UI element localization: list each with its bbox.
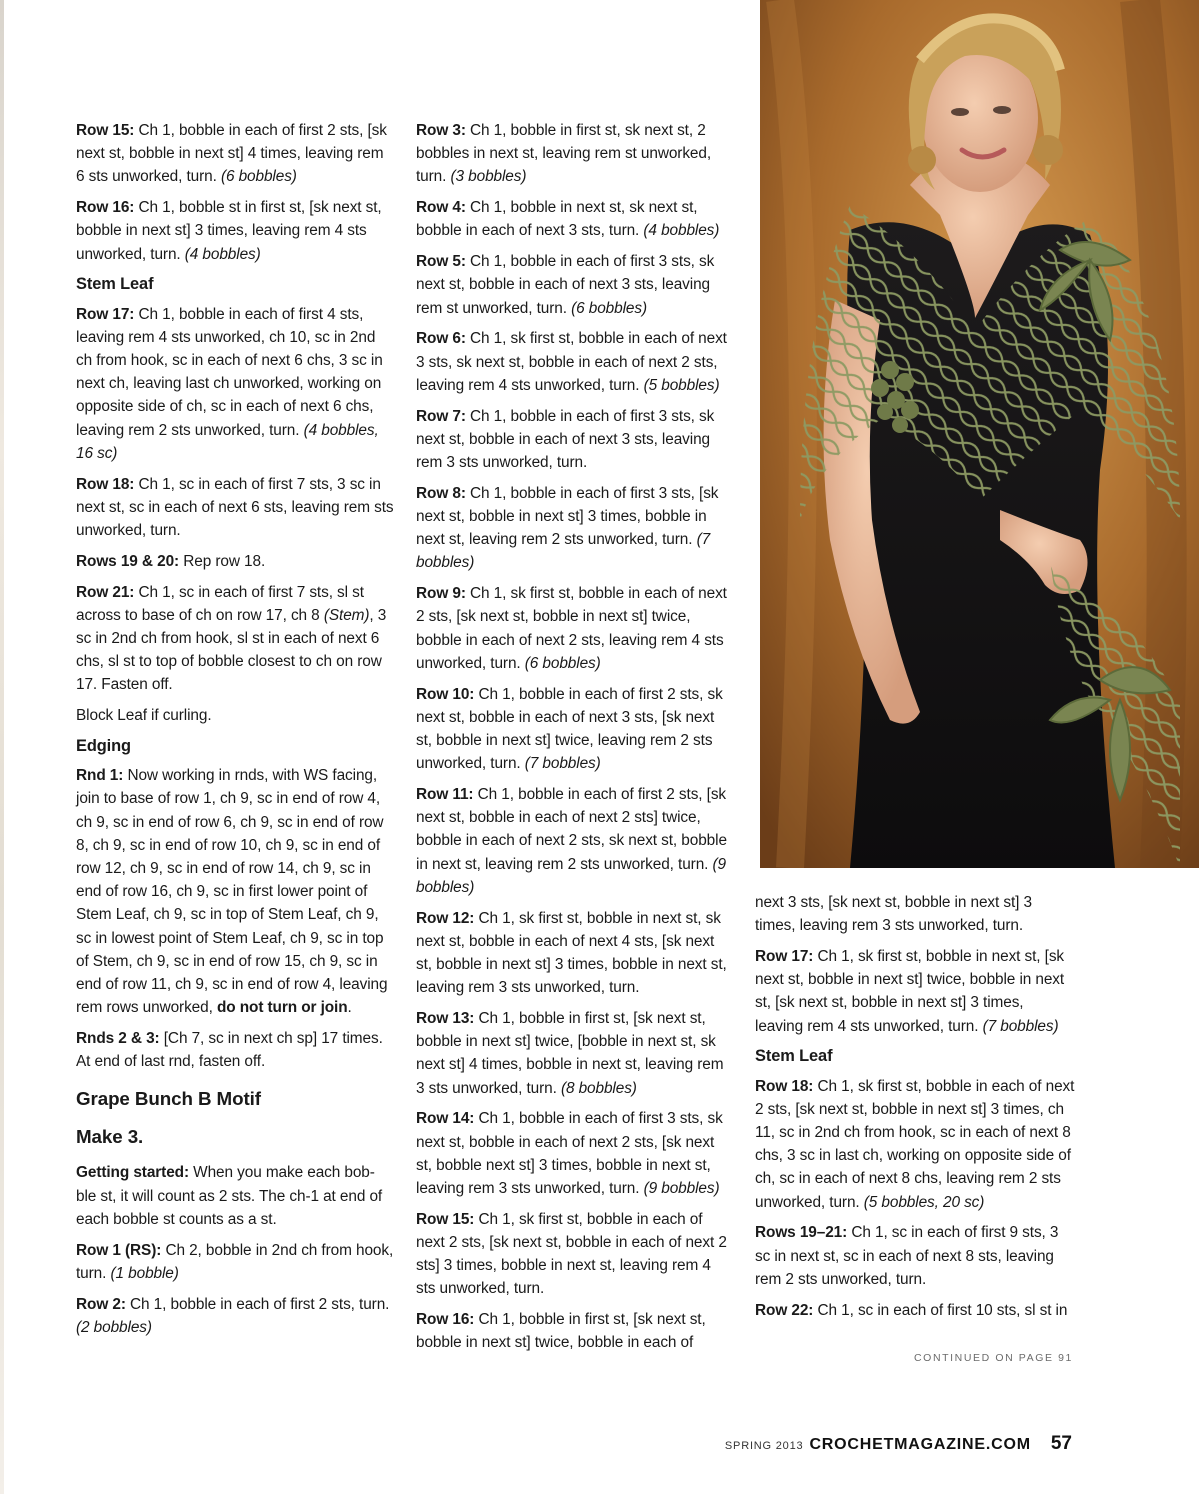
row-label: Row 17: [76,305,135,323]
continued-note: CONTINUED ON PAGE 91 [914,1352,1073,1364]
instruction-text-tail: , 3 sc in 2nd ch from hook, sl st in each of next 6 chs, sl st to top of bobble closest to ch on row 17. Fasten off. [76,606,387,694]
instruction-text: [Ch 7, sc in next ch sp] 17 times. At end of last rnd, fasten off. [76,1030,383,1071]
stitch-count: (9 bobbles) [643,1180,720,1198]
instruction-paragraph [416,119,734,189]
row-label: Row 18: [76,475,135,493]
instruction-paragraph [416,327,734,397]
stitch-count: (4 bobbles) [184,245,261,263]
magazine-website: CROCHETMAGAZINE.COM [809,1436,1031,1453]
row-label: Row 3: [416,122,466,139]
page-footer [725,1433,1072,1455]
instruction-text: Ch 1, bobble in each of first 2 sts, [sk next st, bobble in each of next 2 sts] twice, bobble in each of next 2 sts, sk next st, bobble in next st, leaving rem 2 sts unworked, turn. [416,786,727,873]
stitch-count: (7 bobbles) [982,1017,1059,1035]
row-label: Row 21: [76,583,135,601]
stitch-count: (7 bobbles) [416,531,711,572]
row-label: Row 18: [755,1077,814,1095]
instruction-paragraph [76,764,394,1019]
subsection-heading: Stem Leaf [755,1047,833,1066]
instruction-text: Ch 1, sc in each of first 9 sts, 3 sc in next st, sc in each of next 8 sts, leaving rem 2 sts unworked, turn. [755,1224,1059,1288]
row-label: Row 17: [755,948,814,965]
row-label: Row 10: [416,685,475,703]
stitch-count: (1 bobble) [110,1264,179,1282]
emphasis-text: do not turn or join [216,999,348,1017]
stitch-count: (6 bobbles) [220,168,297,186]
instruction-text: Ch 1, bobble in each of first 2 sts, sk next st, bobble in each of next 3 sts, [sk next st, bobble in next st] twice, leaving rem 2 sts unworked, turn. [416,685,723,773]
instruction-paragraph [76,1161,394,1231]
instruction-paragraph [416,482,734,575]
instruction-paragraph [755,891,1075,937]
stitch-count: (Stem) [323,606,370,624]
binding-edge [0,0,4,1494]
instruction-paragraph [755,1299,1075,1322]
instruction-text: Now working in rnds, with WS facing, join to base of row 1, ch 9, sc in end of row 4, ch 9, sc in end of row 6, ch 9, sc in end of row 8, ch 9, sc in end of row 10, ch 9, sc in end of row 12, ch 9, sc in end of row 14, ch 9, sc in end of row 16, ch 9, sc in first lower point of Stem Leaf, ch 9, sc in top of Stem Leaf, ch 9, sc in lowest point of Stem Leaf, ch 9, sc in top of Stem, ch 9, sc in end of row 15, ch 9, sc in end of row 11, ch 9, sc in end of row 4, leaving rem rows unworked, [76,767,388,1017]
row-label: Rnd 1: [76,767,124,785]
instruction-paragraph [416,907,734,1000]
instruction-text: Ch 1, sk first st, bobble in each of next 2 sts, [sk next st, bobble in next st] twice, bobble in each of next 2 sts, leaving rem 4 sts unworked, turn. [416,585,727,672]
instruction-text: Ch 1, bobble in first st, [sk next st, bobble in next st] twice, [bobble in next st, sk next st] 4 times, bobble in next st, leaving rem 3 sts unworked, turn. [416,1010,724,1097]
row-label: Getting started: [76,1164,189,1182]
instruction-text: Ch 1, sc in each of first 10 sts, sl st in [813,1301,1068,1319]
instruction-text: Ch 1, sc in each of first 7 sts, 3 sc in next st, sc in each of next 6 sts, leaving rem sts unworked, turn. [76,475,394,540]
stitch-count: (4 bobbles, 16 sc) [76,421,379,462]
subsection-heading: Stem Leaf [76,275,154,294]
instruction-text: Ch 1, bobble in first st, [sk next st, bobble in next st] twice, bobble in each of [416,1311,706,1352]
row-label: Rnds 2 & 3: [76,1030,160,1048]
text-column-1 [76,119,394,1347]
stitch-count: (7 bobbles) [524,755,601,773]
instruction-text: Ch 1, bobble in each of first 4 sts, leaving rem 4 sts unworked, ch 10, sc in 2nd ch from hook, sc in each of next 6 chs, 3 sc in next ch, leaving last ch unworked, working on opposite side of ch, sc in each of next 6 chs, leaving rem 2 sts unworked, turn. [76,305,383,439]
instruction-text: Ch 1, bobble in each of first 3 sts, sk next st, bobble in each of next 3 sts, leaving rem st unworked, turn. [416,253,715,317]
instruction-paragraph [76,1027,394,1073]
instruction-paragraph [76,1293,394,1339]
instruction-text: Ch 1, sc in each of first 7 sts, sl st across to base of ch on row 17, ch 8 [76,583,364,624]
instruction-paragraph [416,1107,734,1200]
instruction-paragraph [416,1308,734,1354]
instruction-paragraph [416,1208,734,1301]
row-label: Row 5: [416,253,466,271]
instruction-paragraph [755,1075,1075,1214]
instruction-paragraph [416,250,734,320]
subsection-heading: Edging [76,737,131,756]
stitch-count: (4 bobbles) [643,222,720,240]
text-column-3 [755,891,1075,1329]
instruction-text: Ch 2, bobble in 2nd ch from hook, turn. [76,1241,394,1282]
instruction-paragraph [76,303,394,465]
row-label: Row 7: [416,407,466,425]
row-label: Row 13: [416,1010,475,1028]
text-column-2 [416,119,734,1362]
instruction-paragraph [76,196,394,266]
instruction-text: Rep row 18. [179,552,266,570]
row-label: Row 12: [416,909,475,927]
row-label: Row 16: [76,199,135,217]
instruction-paragraph [755,945,1075,1038]
instruction-text: Ch 1, bobble in first st, sk next st, 2 bobbles in next st, leaving rem st unworked, turn. [416,122,712,186]
stitch-count: (5 bobbles) [643,376,720,394]
instruction-paragraph [416,783,734,899]
instruction-text: Ch 1, bobble in next st, sk next st, bobble in each of next 3 sts, turn. [416,199,698,240]
instruction-paragraph [76,704,394,727]
section-heading: Make 3. [76,1126,144,1148]
row-label: Rows 19–21: [755,1224,848,1242]
row-label: Row 2: [76,1295,126,1313]
instruction-text-tail: . [347,999,352,1017]
stitch-count: (2 bobbles) [76,1318,152,1336]
instruction-paragraph [755,1221,1075,1291]
row-label: Row 4: [416,199,466,217]
instruction-paragraph [416,405,734,475]
row-label: Row 8: [416,484,466,502]
row-label: Row 14: [416,1110,475,1128]
instruction-text: Ch 1, bobble in each of first 2 sts, [sk next st, bobble in next st] 4 times, leaving rem 6 sts unworked, turn. [76,122,387,186]
instruction-paragraph [76,119,394,189]
row-label: Row 1 (RS): [76,1241,162,1259]
instruction-text: Ch 1, sk first st, bobble in next st, sk next st, bobble in each of next 4 sts, [sk next st, bobble in next st] 3 times, bobble in next st, leaving rem 3 sts unworked, turn. [416,909,727,997]
instruction-paragraph [76,473,394,543]
instruction-text: next 3 sts, [sk next st, bobble in next st] 3 times, leaving rem 3 sts unworked, turn. [755,894,1032,935]
stitch-count: (6 bobbles) [524,654,601,672]
instruction-text: Ch 1, bobble st in first st, [sk next st, bobble in next st] 3 times, leaving rem 4 sts unworked, turn. [76,199,382,263]
instruction-text: Ch 1, bobble in each of first 3 sts, sk next st, bobble in each of next 3 sts, leaving rem 3 sts unworked, turn. [416,407,715,472]
instruction-text: Ch 1, bobble in each of first 3 sts, [sk next st, bobble in next st] 3 times, bobble in next st, leaving rem 2 sts unworked, turn. [416,484,719,549]
instruction-text: Ch 1, sk first st, bobble in each of next 3 sts, sk next st, bobble in each of next 2 sts, leaving rem 4 sts unworked, turn. [416,330,727,394]
row-label: Row 11: [416,786,474,804]
stitch-count: (6 bobbles) [571,299,647,317]
instruction-paragraph [76,1239,394,1285]
instruction-text: When you make each bob-ble st, it will count as 2 sts. The ch-1 at end of each bobble st counts as a st. [76,1164,383,1228]
issue-date: SPRING 2013 [724,1440,804,1452]
instruction-paragraph [416,196,734,242]
stitch-count: (3 bobbles) [450,168,527,186]
instruction-text: Ch 1, bobble in each of first 2 sts, turn. [125,1295,390,1313]
row-label: Row 15: [76,122,135,139]
instruction-text: Ch 1, sk first st, bobble in each of next 2 sts, [sk next st, bobble in next st] 3 times, ch 11, sc in 2nd ch from hook, sc in each of next 8 chs, 3 sc in last ch, working on opposite side of ch, sc in each of next 8 chs, leaving rem 2 sts unworked, turn. [755,1077,1075,1211]
instruction-text: Block Leaf if curling. [76,707,212,725]
page-number: 57 [1050,1433,1072,1454]
instruction-text: Ch 1, sk first st, bobble in next st, [sk next st, bobble in next st] twice, bobble in next st, [sk next st, bobble in next st] 3 times, leaving rem 4 sts unworked, turn. [755,948,1065,1035]
instruction-paragraph [416,683,734,776]
row-label: Rows 19 & 20: [76,552,180,570]
row-label: Row 16: [416,1311,475,1329]
stitch-count: (8 bobbles) [560,1079,637,1097]
row-label: Row 15: [416,1210,475,1228]
instruction-paragraph [416,1007,734,1100]
row-label: Row 6: [416,330,466,348]
row-label: Row 22: [755,1301,814,1319]
instruction-paragraph [416,582,734,675]
instruction-text: Ch 1, sk first st, bobble in each of next 2 sts, [sk next st, bobble in each of next 2 sts] 3 times, bobble in next st, leaving rem 4 sts unworked, turn. [416,1210,727,1298]
instruction-paragraph [76,581,394,697]
section-heading: Grape Bunch B Motif [76,1088,261,1110]
model-photo [760,0,1199,868]
row-label: Row 9: [416,585,466,603]
stitch-count: (9 bobbles) [416,855,727,896]
instruction-paragraph [76,550,394,573]
stitch-count: (5 bobbles, 20 sc) [863,1193,985,1211]
instruction-text: Ch 1, bobble in each of first 3 sts, sk next st, bobble in each of next 2 sts, [sk next st, bobble next st] 3 times, bobble in next st, leaving rem 3 sts unworked, turn. [416,1110,723,1198]
